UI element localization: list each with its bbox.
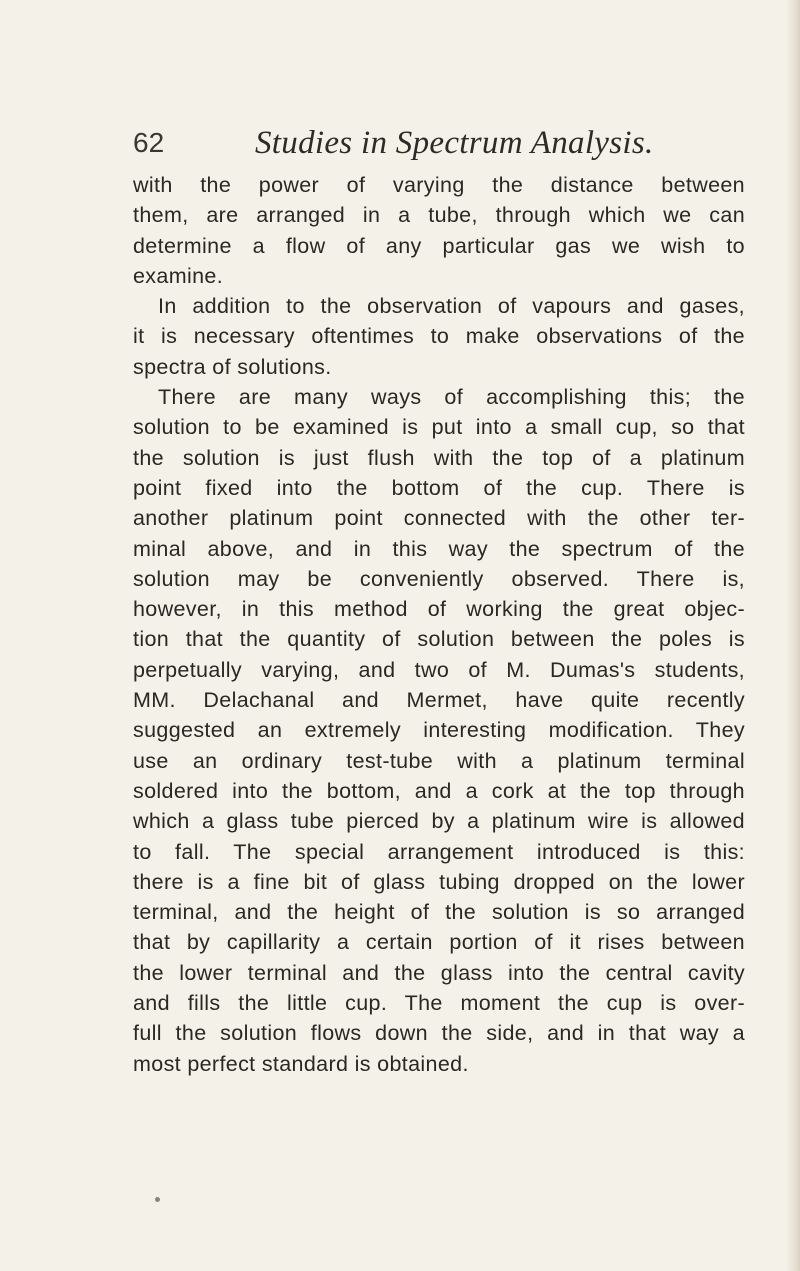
text-line: tion that the quantity of solution between the poles is [133,627,745,652]
text-line: use an ordinary test-tube with a platinum terminal [133,748,745,773]
text-line: the solution is just flush with the top of a platinum [133,445,745,470]
text-line: most perfect standard is obtained. [133,1051,469,1076]
text-line: which a glass tube pierced by a platinum wire is allowed [133,809,745,834]
text-line: however, in this method of working the great objec- [133,597,745,622]
page-number: 62 [133,127,165,158]
text-line: examine. [133,263,224,288]
text-line: perpetually varying, and two of M. Dumas's students, [133,657,745,682]
text-line: determine a flow of any particular gas we wish to [133,233,745,258]
text-line: solution may be conveniently observed. There is, [133,566,745,591]
text-line: that by capillarity a certain portion of it rises between [133,930,745,955]
text-line: solution to be examined is put into a small cup, so that [133,415,745,440]
body-text [133,170,745,1079]
text-line: In addition to the observation of vapours and gases, [158,294,745,319]
text-line: it is necessary oftentimes to make observations of the [133,324,745,349]
text-line: suggested an extremely interesting modification. They [133,718,745,743]
text-line: with the power of varying the distance between [133,173,745,197]
page-edge-shadow [786,0,800,1271]
text-line: MM. Delachanal and Mermet, have quite recently [133,688,745,713]
running-head [133,127,673,167]
text-line: There are many ways of accomplishing this; the [158,385,745,410]
running-title: Studies in Spectrum Analysis. [255,125,654,161]
text-line: them, are arranged in a tube, through which we can [133,203,745,228]
text-line: spectra of solutions. [133,354,332,379]
text-line: the lower terminal and the glass into the central cavity [133,960,745,985]
ink-speck [155,1197,160,1202]
text-line: soldered into the bottom, and a cork at the top through [133,778,745,803]
text-line: to fall. The special arrangement introduced is this: [133,839,745,864]
text-line: and fills the little cup. The moment the cup is over- [133,991,745,1016]
text-line: another platinum point connected with the other ter- [133,506,745,531]
text-line: point fixed into the bottom of the cup. There is [133,475,745,500]
text-line: full the solution flows down the side, and in that way a [133,1021,745,1046]
text-line: there is a fine bit of glass tubing dropped on the lower [133,869,745,894]
text-line: terminal, and the height of the solution is so arranged [133,900,745,925]
text-line: minal above, and in this way the spectrum of the [133,536,745,561]
